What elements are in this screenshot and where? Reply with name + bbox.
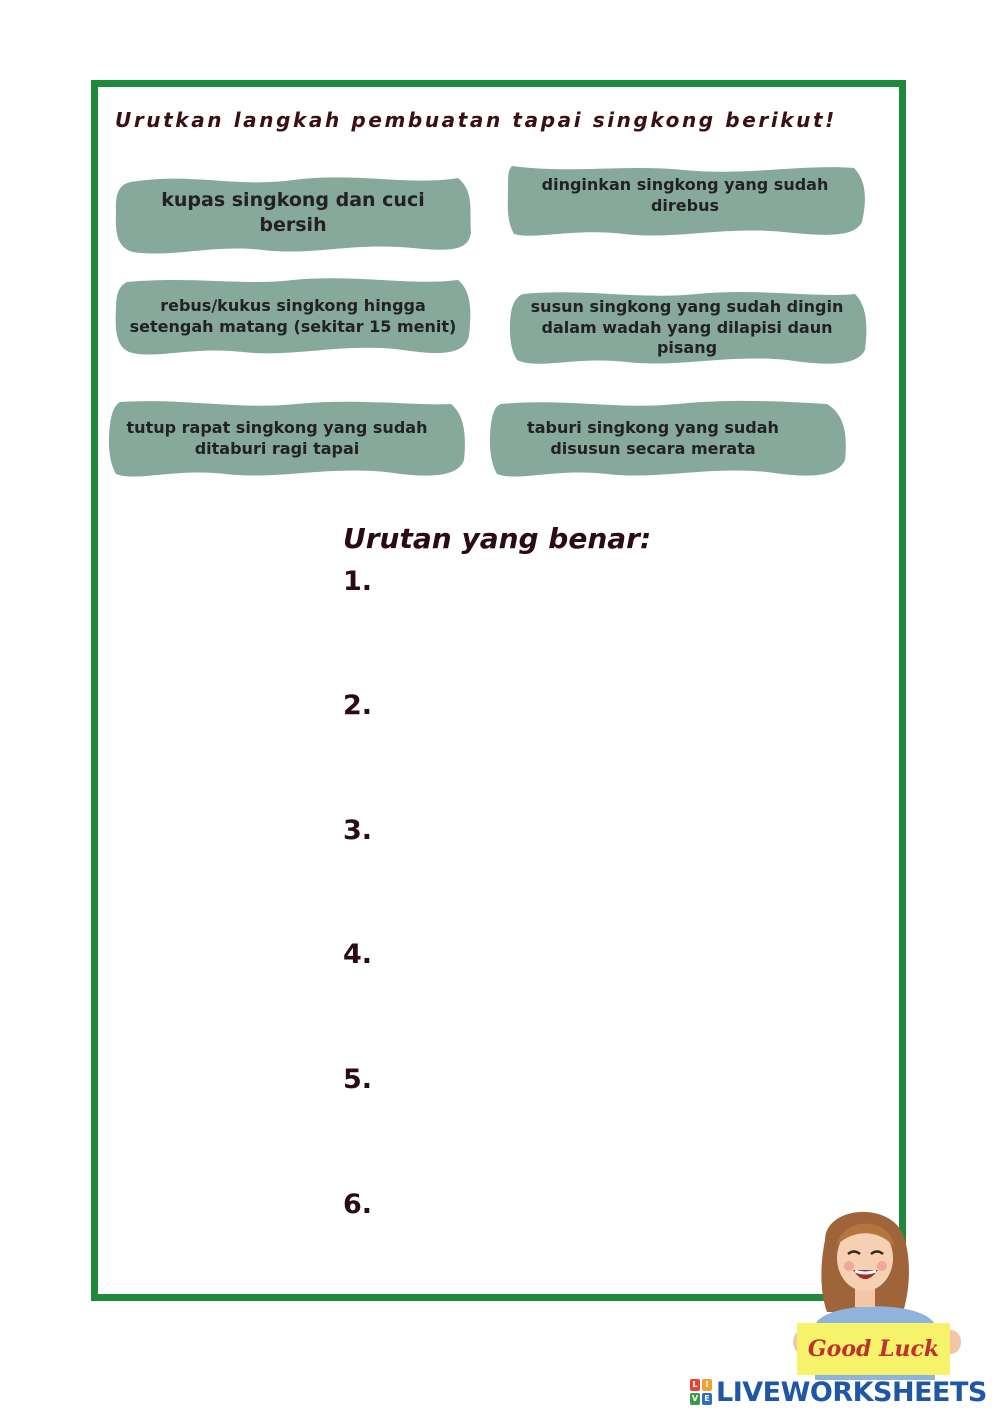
answer-title: Urutan yang benar: [343,522,652,555]
answer-number-4: 4. [343,939,373,970]
liveworksheets-brand: LIVEWORKSHEETS [716,1376,987,1408]
answer-drop-zone-5[interactable] [385,1058,865,1128]
step-card-label: tutup rapat singkong yang sudah ditaburi ragi tapai [126,418,428,458]
answer-drop-zone-1[interactable] [385,560,865,630]
step-card[interactable] [504,164,866,238]
answer-drop-zone-2[interactable] [385,684,865,754]
step-card-label: kupas singkong dan cuci bersih [161,189,425,236]
instruction-text: Urutkan langkah pembuatan tapai singkong berikut! [115,108,837,132]
answer-drop-zone-4[interactable] [385,933,865,1003]
logo-letter: E [702,1393,712,1405]
good-luck-sign [797,1323,950,1375]
step-card[interactable] [113,276,473,358]
step-card[interactable] [507,288,867,368]
answer-drop-zone-3[interactable] [385,809,865,879]
liveworksheets-footer [690,1375,987,1409]
answer-number-5: 5. [343,1064,373,1095]
step-card[interactable] [106,398,468,480]
step-card[interactable] [487,398,849,480]
step-card-label: susun singkong yang sudah dingin dalam wadah yang dilapisi daun pisang [530,296,844,358]
answer-number-6: 6. [343,1189,373,1220]
logo-letter: L [690,1379,700,1391]
good-luck-text: Good Luck [807,1336,940,1362]
answer-number-1: 1. [343,566,373,597]
step-card-label: dinginkan singkong yang sudah direbus [541,175,829,215]
liveworksheets-logo-icon [690,1379,712,1405]
step-card-label: rebus/kukus singkong hingga setengah matang (sekitar 15 menit) [129,296,457,336]
logo-letter: V [691,1394,699,1403]
answer-number-2: 2. [343,690,373,721]
step-card-label: taburi singkong yang sudah disusun secara merata [527,418,779,458]
step-card[interactable] [113,172,473,254]
logo-letter: I [702,1379,712,1391]
answer-number-3: 3. [343,815,373,846]
